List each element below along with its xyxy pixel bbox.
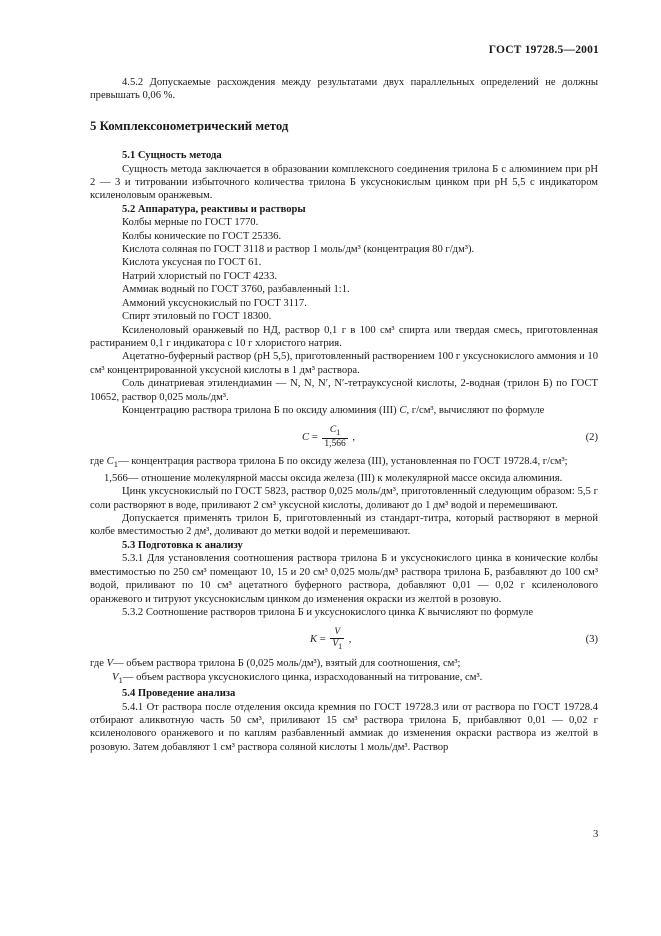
where-clause: где $C_1$ — концентрация раствора трилона Б по оксиду железа (III), установленная по ГОСТ 19728.4, г/см³; — [90, 456, 568, 470]
paragraph-zinc-acetate: Цинк уксуснокислый по ГОСТ 5823, раствор 0,025 моль/дм³, приготовленный следующим образом: 5,5 г соли растворяют в воде, приливают 2 см³ уксусной кислоты, доливают до 1 дм³ водой и перемешивают. — [90, 486, 598, 511]
reagent-list-item: Натрий хлористый по ГОСТ 4233. — [122, 270, 278, 282]
formula-2-row — [90, 417, 598, 455]
formula-3-number: (3) — [585, 634, 598, 646]
reagent-list-item: Колбы мерные по ГОСТ 1770. — [122, 217, 259, 229]
reagent-list-item: Аммиак водный по ГОСТ 3760, разбавленный 1:1. — [122, 284, 350, 296]
reagent-list-item: Колбы конические по ГОСТ 25336. — [122, 230, 282, 242]
where-clause: 1,566 — отношение молекулярной массы оксида железа (III) к молекулярной массе оксида алюминия. — [104, 472, 563, 484]
paragraph-allowed-standard-titre: Допускается применять трилон Б, приготовленный из стандарт-титра, который растворяют в мерной колбе вместимостью 2 дм³, доливают до метки водой и перемешивают. — [90, 513, 598, 538]
document-body — [90, 76, 598, 754]
formula-2-number: (2) — [585, 432, 598, 444]
page-number: 3 — [593, 829, 599, 840]
reagent-list-item: Кислота уксусная по ГОСТ 61. — [122, 257, 262, 269]
heading-5-2: 5.2 Аппаратура, реактивы и растворы — [122, 203, 306, 215]
formula-2-fraction: $\frac{C_1}{1,566}$ — [324, 425, 346, 450]
formula-3: K = $\frac{V}{V_1}$ , — [310, 627, 352, 652]
heading-5-4: 5.4 Проведение анализа — [122, 688, 236, 700]
paragraph-5-3-2: 5.3.2 Соотношение растворов трилона Б и уксуснокислого цинка K вычисляют по формуле — [122, 606, 534, 618]
reagent-list-item: Кислота соляная по ГОСТ 3118 и раствор 1 моль/дм³ (концентрация 80 г/дм³). — [122, 244, 475, 256]
formula-3-fraction: $\frac{V}{V_1}$ — [332, 627, 343, 652]
paragraph-5-4-1: 5.4.1 От раствора после отделения оксида кремния по ГОСТ 19728.3 или от раствора по ГОСТ 19728.4 отбирают аликвотную часть 50 см³, приливают 15 см³ раствора трилона Б, прибавляют 0,01 — 0,02 г ксиленолового оранжевого и по каплям разбавленный аммиак до изменения окраски раствора из желтой в розовую. Затем добавляют 1 см³ раствора соляной кислоты 1 моль/дм³. Раствор — [90, 701, 598, 753]
heading-5-3: 5.3 Подготовка к анализу — [122, 539, 243, 551]
where-clause: где V — объем раствора трилона Б (0,025 моль/дм³), взятый для соотношения, см³; — [90, 658, 461, 670]
section-5-title: 5 Комплексонометрический метод — [90, 118, 289, 133]
paragraph-5-3-1: 5.3.1 Для установления соотношения раствора трилона Б и уксуснокислого цинка в конические колбы вместимостью по 250 см³ помещают 10, 15 и 20 см³ 0,025 моль/дм³ раствора трилона Б, разбавляют до 100 см³ водой, приливают по 10 см³ ацетатного буферного раствора, добавляют 0,01 — 0,02 г ксиленолового оранжевого и титруют уксуснокислым цинком до изменения окраски из желтой в розовую. — [90, 553, 598, 605]
formula-3-row — [90, 619, 598, 657]
paragraph-acetate-buffer: Ацетатно-буферный раствор (pH 5,5), приготовленный растворением 100 г уксуснокислого аммония и 10 см³ концентрированной уксусной кислоты в 1 дм³ раствора. — [90, 351, 598, 376]
page-header-doc-code: ГОСТ 19728.5—2001 — [488, 44, 599, 56]
where-clause: $V_1$ — объем раствора уксуснокислого цинка, израсходованный на титрование, см³. — [112, 671, 483, 685]
paragraph-concentration-intro: Концентрацию раствора трилона Б по оксиду алюминия (III) C, г/см³, вычисляют по формуле — [122, 404, 545, 416]
paragraph-5-1: Сущность метода заключается в образовании комплексного соединения трилона Б с алюминием при pH 2 — 3 и титровании избыточного количества трилона Б уксуснокислым цинком при pH 5,5 с индикатором ксиленоловым оранжевым. — [90, 163, 598, 202]
formula-2: C = $\frac{C_1}{1,566}$ , — [302, 425, 356, 450]
reagent-list-item: Аммоний уксуснокислый по ГОСТ 3117. — [122, 297, 307, 309]
variable-k: K — [417, 606, 425, 618]
variable-c: C — [399, 404, 407, 416]
heading-5-1: 5.1 Сущность метода — [122, 150, 222, 162]
paragraph-trilon-b: Соль динатриевая этилендиамин — N, N, N′, N′-тетрауксусной кислоты, 2-водная (трилон Б) по ГОСТ 10652, раствор 0,025 моль/дм³. — [90, 378, 598, 403]
paragraph-4-5-2: 4.5.2 Допускаемые расхождения между результатами двух параллельных определений не должны превышать 0,06 %. — [90, 77, 598, 102]
reagent-list-item: Спирт этиловый по ГОСТ 18300. — [122, 311, 272, 323]
paragraph-xylenol-orange: Ксиленоловый оранжевый по НД, раствор 0,1 г в 100 см³ спирта или твердая смесь, приготовленная растиранием 0,1 г индикатора с 10 г хлористого натрия. — [90, 324, 598, 349]
